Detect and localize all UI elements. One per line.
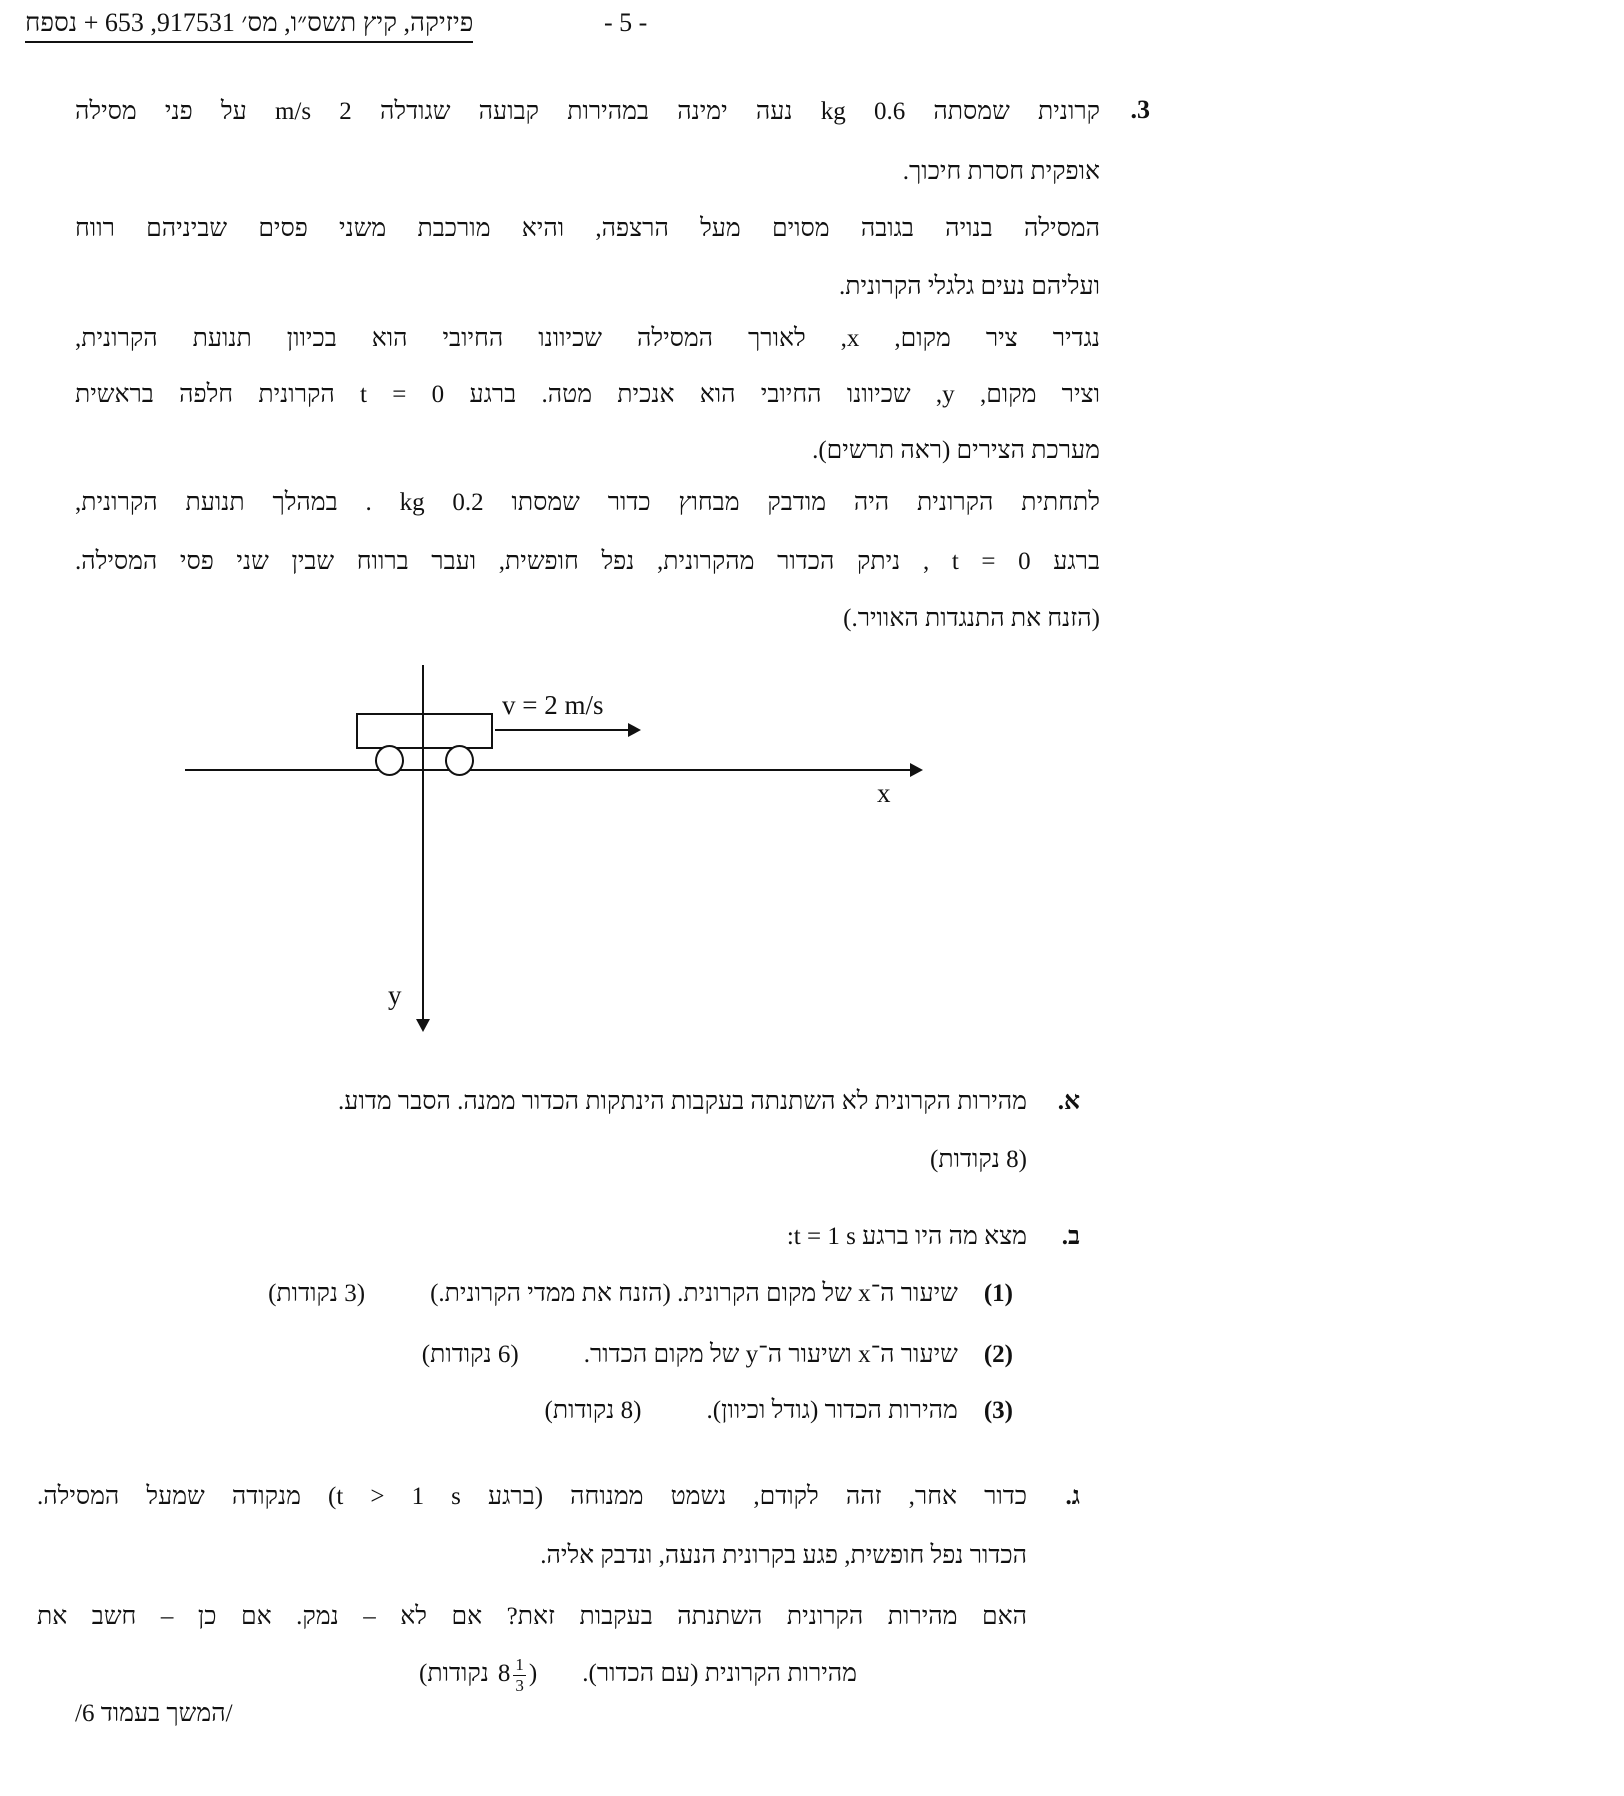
item-1-number: (1) bbox=[983, 1280, 1013, 1307]
question-line-3: המסילה בנויה בגובה מסוים מעל הרצפה, והיא מורכבת משני פסים שביניהם רווח bbox=[75, 215, 1100, 242]
section-c-letter: ג. bbox=[1065, 1483, 1080, 1510]
question-line-7: מערכת הצירים (ראה תרשים). bbox=[812, 437, 1100, 464]
section-b-item-3 bbox=[545, 1394, 1013, 1428]
question-line-6: וציר מקום, y, שכיוונו החיובי הוא אנכית מטה. ברגע t = 0 הקרונית חלפה בראשית bbox=[75, 381, 1101, 408]
points-word: נקודות bbox=[427, 1660, 489, 1687]
item-3-text: מהירות הכדור (גודל וכיוון). bbox=[706, 1397, 958, 1424]
section-a-points: (8 נקודות) bbox=[930, 1146, 1027, 1173]
item-1-points: (3 נקודות) bbox=[268, 1280, 366, 1307]
x-axis-arrowhead-icon bbox=[910, 763, 923, 777]
question-line-8: לתחתית הקרונית היה מודבק מבחוץ כדור שמסתו 0.2 kg . במהלך תנועת הקרונית, bbox=[75, 489, 1100, 516]
question-line-5: נגדיר ציר מקום, x, לאורך המסילה שכיוונו החיובי הוא בכיוון תנועת הקרונית, bbox=[75, 325, 1100, 352]
question-line-2: אופקית חסרת חיכוך. bbox=[902, 158, 1100, 185]
exam-header-title: פיזיקה, קיץ תשס״ו, מס׳ 917531, 653 + נספח bbox=[25, 8, 473, 43]
x-axis-label: x bbox=[877, 778, 891, 808]
cart bbox=[356, 713, 493, 749]
points-paren-open: ( bbox=[419, 1660, 428, 1687]
section-b-letter: ב. bbox=[1061, 1223, 1080, 1250]
section-c-line-4 bbox=[419, 1648, 857, 1700]
question-line-9: ברגע t = 0 , ניתק הכדור מהקרונית, נפל חופשית, ועבר ברווח שבין שני פסי המסילה. bbox=[75, 548, 1100, 575]
item-1-text: שיעור ה־x של מקום הקרונית. (הזנח את ממדי הקרונית.) bbox=[430, 1280, 958, 1307]
y-axis-label: y bbox=[388, 980, 402, 1010]
velocity-arrowhead-icon bbox=[628, 723, 641, 737]
section-a-text: מהירות הקרונית לא השתנתה בעקבות הינתקות הכדור ממנה. הסבר מדוע. bbox=[338, 1088, 1027, 1115]
fraction-denominator: 3 bbox=[515, 1675, 524, 1695]
fraction-numerator: 1 bbox=[515, 1654, 524, 1674]
item-3-number: (3) bbox=[983, 1397, 1013, 1424]
section-b-item-1 bbox=[268, 1277, 1013, 1311]
section-b-text: מצא מה היו ברגע t = 1 s: bbox=[786, 1223, 1027, 1250]
item-3-points: (8 נקודות) bbox=[544, 1397, 642, 1424]
points-paren-close: ) bbox=[528, 1660, 538, 1687]
continued-next-page-note: /המשך בעמוד 6/ bbox=[75, 1700, 233, 1727]
section-c-line-2: הכדור נפל חופשית, פגע בקרונית הנעה, ונדבק אליה. bbox=[540, 1542, 1027, 1569]
section-b-item-2 bbox=[422, 1338, 1013, 1372]
item-2-number: (2) bbox=[983, 1341, 1013, 1368]
item-2-points: (6 נקודות) bbox=[421, 1341, 519, 1368]
cart-wheel-right bbox=[445, 745, 474, 776]
question-number: 3. bbox=[1130, 95, 1150, 124]
item-2-text: שיעור ה־x ושיעור ה־y של מקום הכדור. bbox=[583, 1341, 958, 1368]
points-fraction bbox=[513, 1655, 526, 1695]
section-a-letter: א. bbox=[1057, 1088, 1080, 1115]
question-line-10: (הזנח את התנגדות האוויר.) bbox=[843, 605, 1100, 632]
velocity-label: v = 2 m/s bbox=[502, 690, 604, 720]
question-line-1: קרונית שמסתה 0.6 kg נעה ימינה במהירות קבועה שגודלה 2 m/s על פני מסילה bbox=[75, 98, 1100, 125]
section-c-line-3: האם מהירות הקרונית השתנתה בעקבות זאת? אם לא – נמק. אם כן – חשב את bbox=[37, 1603, 1027, 1630]
points-integer: 8 bbox=[497, 1660, 511, 1687]
section-c-line-1: כדור אחר, זהה לקודם, נשמט ממנוחה (ברגע t > 1 s) מנקודה שמעל המסילה. bbox=[37, 1483, 1027, 1510]
x-axis-line bbox=[185, 769, 913, 771]
page-number: - 5 - bbox=[604, 8, 648, 37]
question-line-4: ועליהם נעים גלגלי הקרונית. bbox=[838, 273, 1100, 300]
velocity-arrow-line bbox=[495, 729, 630, 731]
cart-wheel-left bbox=[375, 745, 404, 776]
section-c-line-4-text: מהירות הקרונית (עם הכדור). bbox=[582, 1660, 857, 1687]
y-axis-arrowhead-icon bbox=[416, 1019, 430, 1032]
